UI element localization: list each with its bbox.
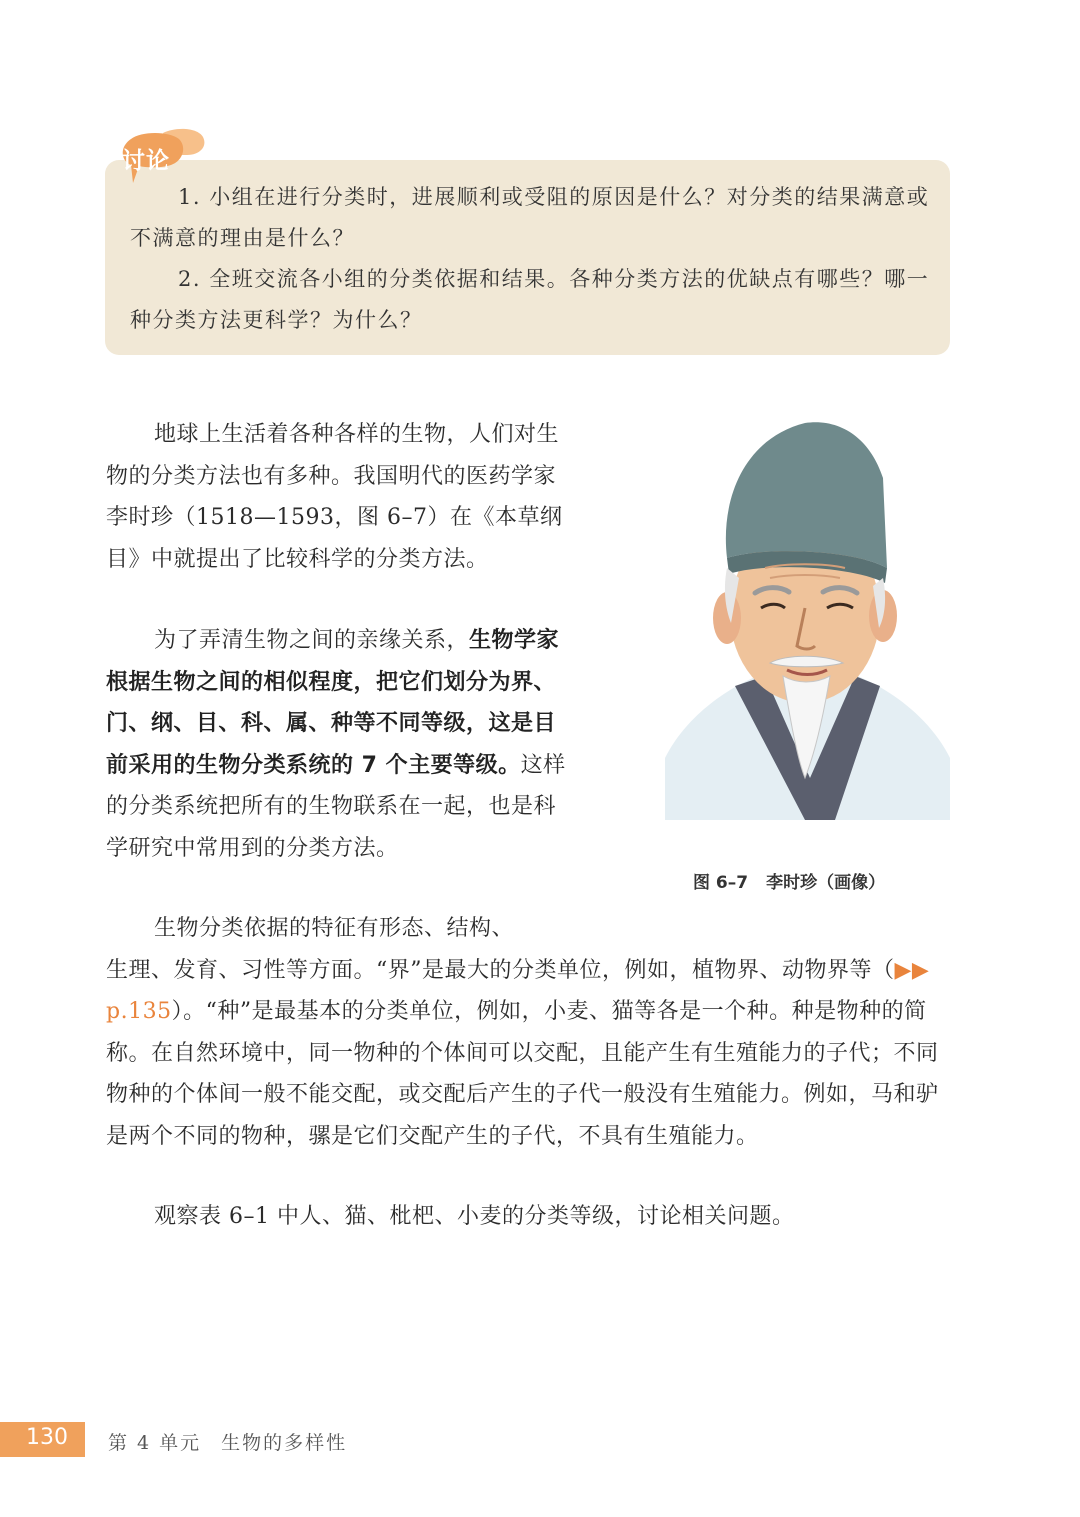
paragraph-4: 观察表 6–1 中人、猫、枇杷、小麦的分类等级，讨论相关问题。 xyxy=(154,1204,795,1229)
figure-caption-text: 李时珍（画像） xyxy=(766,873,886,893)
page-reference-link[interactable]: ▶▶ p.135 xyxy=(106,957,930,1024)
figure-label: 图 6–7 xyxy=(693,873,749,893)
discussion-question-1: 1. 小组在进行分类时，进展顺利或受阻的原因是什么？对分类的结果满意或不满意的理由是什么？ xyxy=(130,185,930,250)
paragraph-2-emphasis: 生物学家根据生物之间的相似程度，把它们划分为界、门、纲、目、科、属、种等不同等级，这是目前采用的生物分类系统的 7 个主要等级。 xyxy=(106,628,560,778)
paragraph-2 xyxy=(106,620,576,869)
paragraph-1: 地球上生活着各种各样的生物，人们对生物的分类方法也有多种。我国明代的医药学家李时珍（1518—1593，图 6–7）在《本草纲目》中就提出了比较科学的分类方法。 xyxy=(106,422,563,572)
paragraph-3-first-line: 生物分类依据的特征有形态、结构、 xyxy=(154,916,515,941)
discussion-title: 讨论 xyxy=(122,148,170,174)
paragraph-2-rest: 这样的分类系统把所有的生物联系在一起，也是科学研究中常用到的分类方法。 xyxy=(106,752,566,861)
unit-title: 生物的多样性 xyxy=(221,1432,348,1454)
paragraph-3-text: 生理、发育、习性等方面。“界”是最大的分类单位，例如，植物界、动物界等（ xyxy=(106,957,895,983)
page-number: 130 xyxy=(26,1425,68,1450)
li-shizhen-portrait xyxy=(665,418,950,820)
paragraph-3 xyxy=(106,908,951,1157)
figure-caption xyxy=(693,868,885,893)
unit-number: 第 4 单元 xyxy=(108,1432,202,1454)
running-footer xyxy=(108,1428,347,1455)
paragraph-3-text-cont: ）。“种”是最基本的分类单位，例如，小麦、猫等各是一个种。种是物种的简称。在自然环境中，同一物种的个体间可以交配，且能产生有生殖能力的子代；不同物种的个体间一般不能交配，或交配后产生的子代一般没有生殖能力。例如，马和驴是两个不同的物种，骡是它们交配产生的子代，不具有生殖能力。 xyxy=(106,999,939,1149)
discussion-question-2: 2. 全班交流各小组的分类依据和结果。各种分类方法的优缺点有哪些？哪一种分类方法更科学？为什么？ xyxy=(130,267,930,332)
paragraph-2-intro: 为了弄清生物之间的亲缘关系， xyxy=(154,628,470,653)
